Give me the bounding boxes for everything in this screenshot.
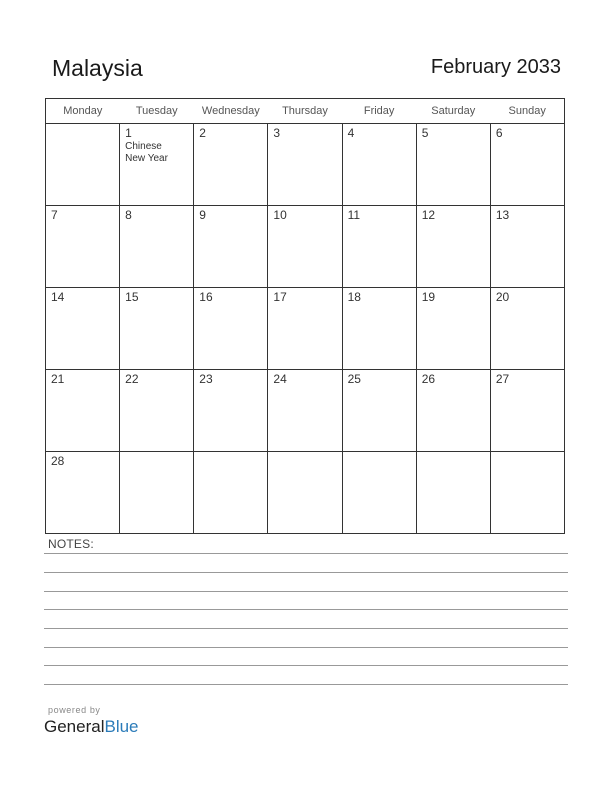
day-cell: [268, 206, 342, 288]
day-number: 12: [421, 208, 436, 222]
day-cell: [194, 452, 268, 534]
day-cell: [268, 288, 342, 370]
weekday-header: Wednesday: [194, 99, 268, 124]
week-row: [46, 452, 565, 534]
day-cell: [416, 124, 490, 206]
notes-label: NOTES:: [48, 537, 94, 551]
day-number: 19: [421, 290, 436, 304]
day-number: 13: [495, 208, 510, 222]
note-line: [44, 591, 568, 592]
day-number: 8: [125, 208, 132, 222]
note-line: [44, 684, 568, 685]
weekday-header: Tuesday: [120, 99, 194, 124]
note-line: [44, 647, 568, 648]
weekday-header-row: [46, 99, 565, 124]
day-cell: [342, 370, 416, 452]
day-cell: [46, 206, 120, 288]
day-cell: [46, 124, 120, 206]
day-cell: [120, 206, 194, 288]
day-cell: [46, 370, 120, 452]
day-number: 7: [51, 208, 58, 222]
day-number: 6: [495, 126, 503, 140]
day-number: 27: [495, 372, 510, 386]
day-number: 4: [347, 126, 355, 140]
day-cell: [342, 452, 416, 534]
day-number: 3: [273, 126, 281, 140]
day-number: 25: [347, 372, 361, 386]
day-number: 5: [421, 126, 429, 140]
note-line: [44, 628, 568, 629]
month-year-title: February 2033: [430, 56, 561, 78]
day-number: 17: [273, 290, 287, 304]
week-row: [46, 124, 565, 206]
day-number: 1: [125, 126, 132, 140]
day-cell: [490, 124, 564, 206]
holiday-label: Chinese New Year: [125, 141, 168, 164]
day-number: 24: [273, 372, 287, 386]
calendar-grid: [45, 98, 565, 534]
day-cell: [120, 370, 194, 452]
day-cell: [120, 288, 194, 370]
day-cell: [194, 206, 268, 288]
powered-by-text: powered by: [48, 705, 101, 715]
generalblue-logo: [44, 717, 139, 737]
day-cell: [416, 370, 490, 452]
day-cell: [120, 452, 194, 534]
week-row: [46, 370, 565, 452]
day-cell: [46, 452, 120, 534]
day-number: 10: [273, 208, 287, 222]
day-cell: [194, 370, 268, 452]
day-cell: [490, 288, 564, 370]
day-cell: [490, 452, 564, 534]
country-title: Malaysia: [52, 55, 143, 81]
week-row: [46, 288, 565, 370]
day-number: 2: [199, 126, 206, 140]
day-number: 23: [199, 372, 213, 386]
day-number: 14: [51, 290, 65, 304]
weekday-header: Sunday: [490, 99, 564, 124]
note-line: [44, 572, 568, 573]
weekday-header: Friday: [342, 99, 416, 124]
day-cell: [268, 124, 342, 206]
day-cell: [194, 288, 268, 370]
day-cell: [120, 124, 194, 206]
day-cell: [416, 288, 490, 370]
note-line: [44, 665, 568, 666]
weekday-header: Monday: [46, 99, 120, 124]
day-number: 20: [495, 290, 510, 304]
day-number: 16: [199, 290, 213, 304]
day-cell: [46, 288, 120, 370]
day-cell: [268, 452, 342, 534]
week-row: [46, 206, 565, 288]
day-number: 28: [51, 454, 65, 468]
day-cell: [342, 124, 416, 206]
day-number: 15: [125, 290, 139, 304]
day-cell: [268, 370, 342, 452]
weekday-header: Saturday: [416, 99, 490, 124]
day-number: 11: [347, 208, 361, 222]
day-cell: [490, 370, 564, 452]
brand-general: General: [44, 717, 105, 736]
note-line: [44, 609, 568, 610]
note-line: [44, 553, 568, 554]
day-cell: [342, 288, 416, 370]
weekday-header: Thursday: [268, 99, 342, 124]
day-cell: [416, 206, 490, 288]
day-number: 22: [125, 372, 139, 386]
day-cell: [342, 206, 416, 288]
day-number: 21: [51, 372, 65, 386]
day-cell: [416, 452, 490, 534]
brand-blue: Blue: [104, 717, 139, 736]
day-number: 9: [199, 208, 206, 222]
day-cell: [490, 206, 564, 288]
day-number: 26: [421, 372, 436, 386]
day-number: 18: [347, 290, 361, 304]
day-cell: [194, 124, 268, 206]
